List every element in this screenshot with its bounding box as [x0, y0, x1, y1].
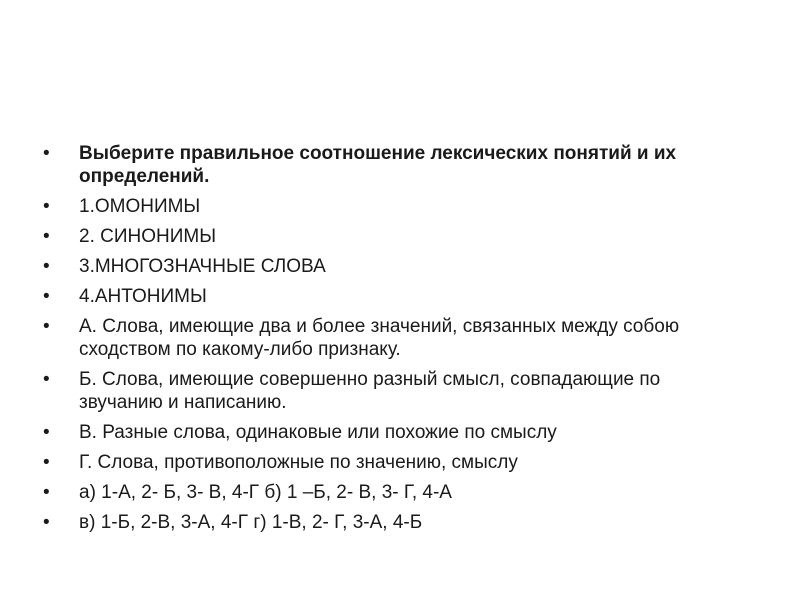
question-item — [43, 142, 743, 188]
answer-options-2 — [43, 511, 743, 534]
bullet-icon: • — [43, 286, 50, 307]
term-text: 2. СИНОНИМЫ — [79, 226, 217, 247]
bullet-icon: • — [43, 482, 50, 503]
bullet-icon: • — [43, 369, 50, 390]
definition-text: А. Слова, имеющие два и более значений, связанных между собою сходством по какому-либо признаку. — [79, 316, 680, 360]
term-text: 3.МНОГОЗНАЧНЫЕ СЛОВА — [79, 256, 326, 277]
answer-text: а) 1-А, 2- Б, 3- В, 4-Г б) 1 –Б, 2- В, 3- Г, 4-А — [79, 482, 452, 503]
bullet-icon: • — [43, 452, 50, 473]
term-item-3 — [43, 255, 743, 278]
bullet-icon: • — [43, 226, 50, 247]
definition-item-a — [43, 315, 743, 361]
definition-item-g — [43, 451, 743, 474]
bullet-icon: • — [43, 256, 50, 277]
bullet-list — [43, 142, 743, 541]
bullet-icon: • — [43, 512, 50, 533]
term-item-4 — [43, 285, 743, 308]
definition-item-v — [43, 421, 743, 444]
term-text: 4.АНТОНИМЫ — [79, 286, 207, 307]
definition-text: Г. Слова, противоположные по значению, смыслу — [79, 452, 518, 473]
definition-text: В. Разные слова, одинаковые или похожие по смыслу — [79, 422, 557, 443]
question-text: Выберите правильное соотношение лексических понятий и их определений. — [79, 143, 677, 187]
definition-item-b — [43, 368, 743, 414]
term-item-1 — [43, 195, 743, 218]
definition-text: Б. Слова, имеющие совершенно разный смысл, совпадающие по звучанию и написанию. — [79, 369, 661, 413]
bullet-icon: • — [43, 143, 50, 164]
term-text: 1.ОМОНИМЫ — [79, 196, 201, 217]
bullet-icon: • — [43, 422, 50, 443]
answer-text: в) 1-Б, 2-В, 3-А, 4-Г г) 1-В, 2- Г, 3-А, 4-Б — [79, 512, 423, 533]
term-item-2 — [43, 225, 743, 248]
bullet-icon: • — [43, 316, 50, 337]
answer-options-1 — [43, 481, 743, 504]
bullet-icon: • — [43, 196, 50, 217]
